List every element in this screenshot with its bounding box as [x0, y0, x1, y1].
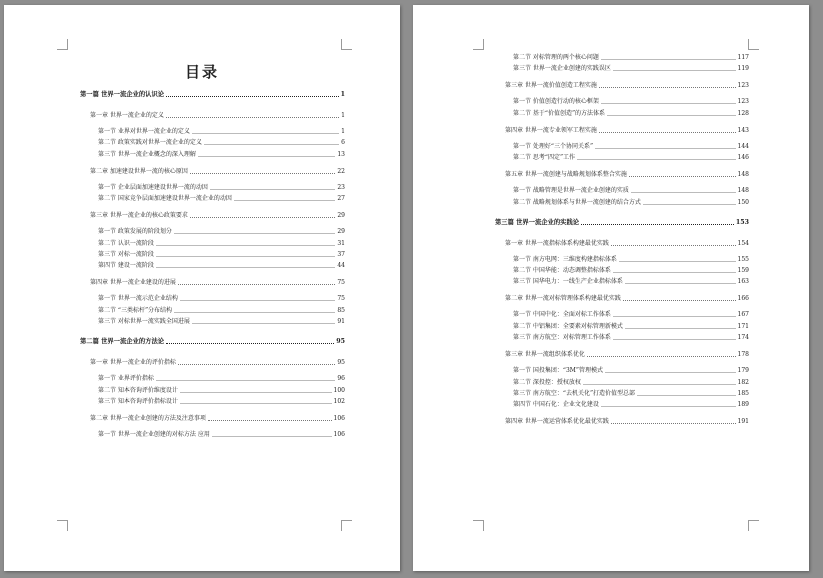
dot-leader: [212, 436, 332, 437]
toc-entry-label: 第三节 对标一流阶段: [98, 250, 154, 258]
toc-entry-label: 第一节 世界一流企业创建的对标方法 应用: [98, 430, 210, 438]
crop-mark-bottom-left: [473, 520, 484, 531]
toc-entry-page: 106: [333, 430, 345, 438]
toc-entry-label: 第一节 企业层面加速建设世界一流的动因: [98, 183, 208, 191]
dot-leader: [192, 133, 339, 134]
toc-entry-label: 第四节 中国石化：企业文化建设: [513, 401, 599, 409]
dot-leader: [625, 328, 736, 329]
toc-entry-page: 85: [337, 306, 345, 314]
dot-leader: [190, 217, 335, 218]
toc-entry-label: 第二章 世界一流企业创建的方法及注意事项: [90, 414, 206, 422]
toc-entry-page: 123: [737, 82, 749, 90]
dot-leader: [599, 132, 736, 133]
toc-entry-label: 第一章 世界一流企业的评价指标: [90, 359, 176, 367]
toc-entry-page: 106: [333, 414, 345, 422]
dot-leader: [180, 392, 332, 393]
crop-mark-top-left: [473, 39, 484, 50]
toc-entry-section: [80, 431, 345, 439]
dot-leader: [611, 423, 736, 424]
toc-entry-section: [80, 307, 345, 315]
toc-entry-page: 29: [337, 228, 345, 236]
toc-entry-page: 148: [737, 187, 749, 195]
dot-leader: [629, 176, 736, 177]
toc-entry-chapter: [80, 168, 345, 176]
toc-entry-label: 第三章 世界一流组织体系优化: [505, 351, 585, 359]
dot-leader: [198, 156, 335, 157]
toc-entry-section: [80, 398, 345, 406]
dot-leader: [204, 144, 339, 145]
toc-entry-page: 178: [737, 351, 749, 359]
toc-entry-page: 191: [737, 418, 749, 426]
toc-entry-page: 163: [737, 278, 749, 286]
toc-entry-label: 第二节 深投控：授权放权: [513, 378, 581, 386]
toc-entry-label: 第一节 世界一流示范企业结构: [98, 295, 178, 303]
toc-entry-chapter: [495, 351, 749, 359]
right-page: [413, 5, 809, 571]
toc-entry-part: [495, 219, 749, 227]
dot-leader: [623, 300, 736, 301]
toc-entry-chapter: [495, 240, 749, 248]
dot-leader: [601, 406, 736, 407]
toc-entry-page: 1: [340, 91, 345, 98]
toc-entry-section: [80, 251, 345, 259]
toc-entry-label: 第一节 价值创造行动的核心框架: [513, 98, 599, 106]
dot-leader: [180, 300, 335, 301]
dot-leader: [613, 70, 736, 71]
toc-entry-page: 167: [737, 311, 749, 319]
toc-entry-label: 第三章 世界一流价值创造工程实施: [505, 82, 597, 90]
toc-entry-chapter: [80, 415, 345, 423]
toc-entry-label: 第三节 南方航空：“去机关化”打造价值型总部: [513, 389, 636, 397]
dot-leader: [192, 323, 335, 324]
toc-entry-label: 第三节 世界一流企业概念的深入理解: [98, 150, 196, 158]
toc-entry-page: 29: [337, 212, 345, 220]
crop-mark-top-right: [341, 39, 352, 50]
toc-entry-section: [80, 139, 345, 147]
toc-entry-page: 189: [737, 401, 749, 409]
toc-entry-label: 第二节 “三类标杆”分布结构: [98, 306, 173, 314]
toc-entry-chapter: [495, 295, 749, 303]
toc-entry-section: [495, 154, 749, 162]
dot-leader: [643, 204, 736, 205]
toc-entry-section: [495, 334, 749, 342]
dot-leader: [156, 380, 335, 381]
dot-leader: [210, 189, 335, 190]
toc-entry-chapter: [80, 279, 345, 287]
dot-leader: [607, 115, 736, 116]
toc-entry-page: 13: [337, 150, 345, 158]
page-title: 目录: [184, 63, 219, 81]
toc-entry-label: 第三节 南方航空：对标管理工作体系: [513, 334, 611, 342]
toc-entry-page: 123: [737, 98, 749, 106]
toc-entry-section: [495, 110, 749, 118]
toc-entry-page: 44: [337, 262, 345, 270]
toc-entry-section: [495, 256, 749, 264]
toc-entry-label: 第二节 对标管理的两个核心问题: [513, 54, 599, 61]
toc-entry-page: 166: [737, 295, 749, 303]
dot-leader: [190, 173, 335, 174]
dot-leader: [180, 403, 332, 404]
toc-entry-label: 第四章 世界一流专业领军工程实施: [505, 126, 597, 134]
dot-leader: [166, 343, 334, 344]
toc-entry-page: 75: [337, 279, 345, 287]
toc-entry-section: [495, 278, 749, 286]
toc-entry-page: 1: [341, 128, 345, 135]
toc-entry-page: 155: [737, 255, 749, 263]
toc-entry-page: 27: [337, 195, 345, 203]
dot-leader: [156, 245, 335, 246]
toc-entry-page: 23: [337, 183, 345, 191]
dot-leader: [631, 192, 736, 193]
toc-left: [80, 91, 345, 439]
toc-entry-label: 第一节 业界评价指标: [98, 375, 154, 383]
toc-entry-section: [495, 98, 749, 106]
toc-entry-page: 91: [337, 318, 345, 326]
toc-entry-label: 第一节 中国中化：全面对标工作体系: [513, 311, 611, 319]
toc-entry-label: 第一章 世界一流企业的定义: [90, 112, 164, 119]
toc-entry-label: 第四章 世界一流运营体系优化最优实践: [505, 418, 609, 426]
toc-entry-label: 第四章 世界一流企业建设的进展: [90, 279, 176, 287]
dot-leader: [178, 364, 335, 365]
dot-leader: [174, 233, 335, 234]
toc-entry-chapter: [80, 359, 345, 367]
toc-entry-label: 第一节 战略管理是世界一流企业创建的实质: [513, 187, 629, 195]
toc-entry-page: 75: [337, 295, 345, 303]
toc-entry-label: 第三节 对标世界一流实践全国进展: [98, 318, 190, 326]
dot-leader: [637, 395, 736, 396]
toc-entry-chapter: [495, 82, 749, 90]
toc-entry-label: 第一节 处理好“三个协同关系”: [513, 142, 594, 150]
toc-entry-section: [495, 401, 749, 409]
dot-leader: [613, 339, 736, 340]
toc-entry-label: 第三章 世界一流企业的核心政策要求: [90, 212, 188, 220]
dot-leader: [595, 148, 736, 149]
toc-entry-label: 第二篇 世界一流企业的方法论: [80, 338, 165, 346]
toc-right: [495, 54, 749, 426]
dot-leader: [208, 420, 332, 421]
toc-entry-chapter: [495, 127, 749, 135]
toc-entry-label: 第二节 思考“四定”工作: [513, 154, 576, 162]
dot-leader: [625, 283, 736, 284]
dot-leader: [601, 59, 736, 60]
toc-entry-label: 第二章 加速建设世界一流的核心原因: [90, 167, 188, 175]
toc-entry-section: [80, 151, 345, 159]
toc-entry-label: 第四节 建设一流阶段: [98, 262, 154, 270]
toc-entry-page: 31: [337, 239, 345, 247]
toc-entry-page: 182: [737, 378, 749, 386]
dot-leader: [156, 267, 335, 268]
toc-entry-page: 174: [737, 334, 749, 342]
dot-leader: [613, 272, 736, 273]
toc-entry-label: 第二节 基于“价值创造”的方法体系: [513, 109, 606, 117]
toc-entry-section: [80, 195, 345, 203]
toc-entry-label: 第二节 政策实践对世界一流企业的定义: [98, 139, 202, 147]
toc-entry-label: 第三节 世界一流企业创建的实践误区: [513, 65, 611, 73]
toc-entry-page: 1: [341, 112, 345, 119]
crop-mark-top-left: [57, 39, 68, 50]
toc-entry-section: [80, 128, 345, 136]
toc-entry-label: 第二节 中铝集团：全要素对标管理新模式: [513, 322, 623, 330]
dot-leader: [601, 103, 736, 104]
dot-leader: [599, 87, 736, 88]
toc-entry-label: 第二章 世界一流对标管理体系构建最优实践: [505, 295, 621, 303]
toc-entry-label: 第一节 南方电网：三维度构建指标体系: [513, 255, 617, 263]
toc-entry-page: 150: [737, 198, 749, 206]
toc-entry-section: [80, 240, 345, 248]
toc-entry-section: [495, 199, 749, 207]
toc-entry-section: [495, 367, 749, 375]
toc-entry-chapter: [495, 171, 749, 179]
toc-entry-section: [495, 187, 749, 195]
toc-entry-section: [80, 387, 345, 395]
toc-entry-part: [80, 338, 345, 346]
toc-entry-label: 第二节 战略规划体系与世界一流创建的结合方式: [513, 198, 641, 206]
dot-leader: [166, 96, 339, 97]
toc-entry-section: [495, 390, 749, 398]
toc-entry-section: [495, 379, 749, 387]
toc-entry-section: [495, 311, 749, 319]
dot-leader: [156, 256, 335, 257]
toc-entry-section: [80, 184, 345, 192]
toc-entry-section: [495, 267, 749, 275]
dot-leader: [583, 384, 736, 385]
toc-entry-section: [495, 323, 749, 331]
crop-mark-top-right: [748, 39, 759, 50]
toc-entry-label: 第一章 世界一流指标体系构建最优实践: [505, 239, 609, 247]
toc-entry-page: 148: [737, 171, 749, 179]
toc-entry-page: 144: [737, 142, 749, 150]
toc-entry-section: [495, 54, 749, 62]
toc-entry-page: 128: [737, 109, 749, 117]
dot-leader: [174, 312, 335, 313]
dot-leader: [619, 261, 736, 262]
dot-leader: [587, 356, 736, 357]
toc-entry-label: 第二节 认识一流阶段: [98, 239, 154, 247]
toc-entry-section: [80, 318, 345, 326]
toc-entry-label: 第一篇 世界一流企业的认识论: [80, 91, 165, 98]
toc-entry-page: 146: [737, 154, 749, 162]
toc-entry-part: [80, 91, 345, 99]
toc-entry-section: [495, 143, 749, 151]
toc-entry-page: 159: [737, 266, 749, 274]
toc-entry-chapter: [80, 212, 345, 220]
toc-entry-label: 第一节 政策发展的阶段划分: [98, 228, 172, 236]
dot-leader: [611, 245, 736, 246]
toc-entry-page: 171: [737, 322, 749, 330]
toc-entry-page: 6: [341, 139, 345, 147]
toc-entry-section: [80, 262, 345, 270]
toc-entry-label: 第二节 中国华能：动态调整指标体系: [513, 266, 611, 274]
dot-leader: [605, 372, 736, 373]
toc-entry-section: [80, 228, 345, 236]
dot-leader: [166, 117, 339, 118]
toc-entry-chapter: [495, 418, 749, 426]
crop-mark-bottom-left: [57, 520, 68, 531]
toc-entry-chapter: [80, 112, 345, 120]
toc-entry-label: 第二节 知本咨询评价维度设计: [98, 386, 178, 394]
toc-entry-page: 22: [337, 167, 345, 175]
toc-entry-page: 153: [735, 218, 749, 226]
dot-leader: [234, 200, 335, 201]
toc-entry-label: 第三篇 世界一流企业的实践论: [495, 218, 580, 226]
toc-entry-label: 第一节 国投集团：“3M”管理模式: [513, 367, 604, 375]
toc-entry-page: 119: [737, 65, 749, 73]
toc-entry-page: 37: [337, 250, 345, 258]
toc-entry-page: 179: [737, 367, 749, 375]
toc-entry-label: 第二节 国家竞争层面加速建设世界一流企业的动因: [98, 195, 232, 203]
toc-entry-page: 95: [336, 338, 345, 346]
toc-entry-page: 143: [737, 126, 749, 134]
left-page: [4, 5, 400, 571]
toc-entry-page: 102: [333, 397, 345, 405]
toc-entry-label: 第五章 世界一流创建与战略规划体系整合实施: [505, 171, 627, 179]
toc-entry-section: [80, 375, 345, 383]
toc-entry-page: 95: [337, 359, 345, 367]
dot-leader: [178, 284, 335, 285]
dot-leader: [613, 316, 736, 317]
crop-mark-bottom-right: [341, 520, 352, 531]
toc-entry-section: [495, 65, 749, 73]
toc-entry-page: 185: [737, 389, 749, 397]
toc-entry-page: 96: [337, 375, 345, 383]
toc-entry-page: 100: [333, 386, 345, 394]
toc-entry-section: [80, 295, 345, 303]
dot-leader: [577, 159, 736, 160]
toc-entry-page: 117: [737, 54, 749, 61]
crop-mark-bottom-right: [748, 520, 759, 531]
dot-leader: [581, 224, 734, 225]
toc-entry-label: 第三节 知本咨询评价指标设计: [98, 397, 178, 405]
toc-entry-page: 154: [737, 239, 749, 247]
toc-entry-label: 第一节 业界对世界一流企业的定义: [98, 128, 190, 135]
toc-entry-label: 第三节 国华电力：一线生产企业指标体系: [513, 278, 623, 286]
